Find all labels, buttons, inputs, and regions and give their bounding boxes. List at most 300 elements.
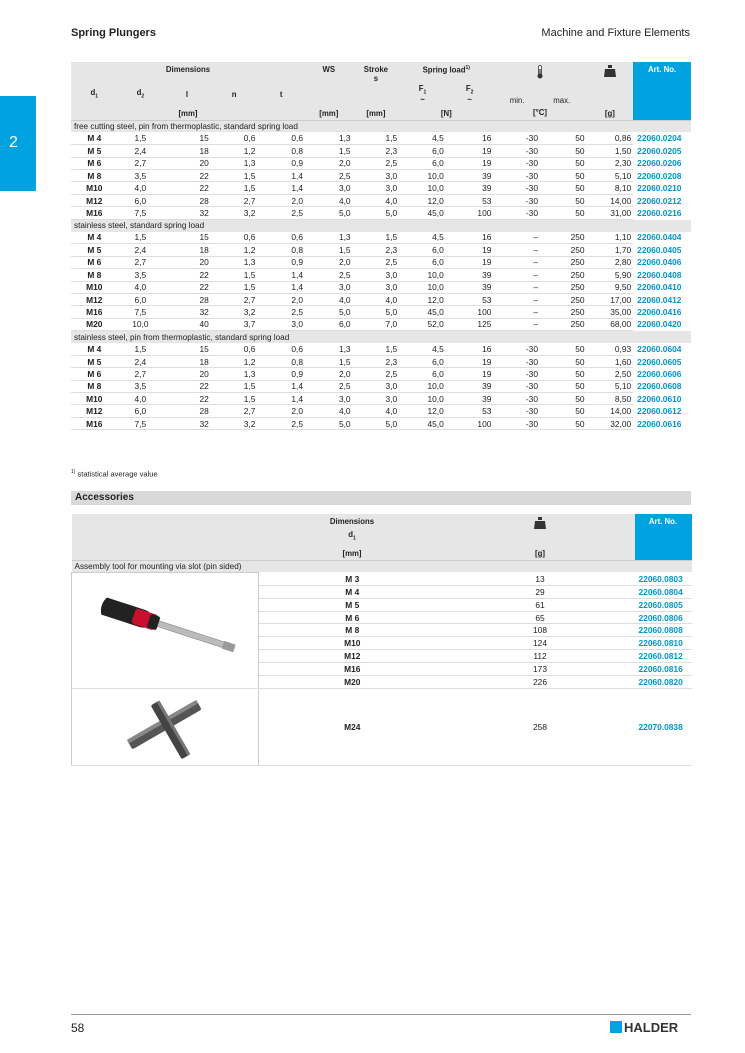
table-cell: -30 xyxy=(493,368,540,380)
table-cell: 39 xyxy=(446,281,494,293)
table-cell: 50 xyxy=(540,207,587,219)
footnote: $^{1)}$ statistical average value xyxy=(71,469,158,479)
table-row xyxy=(71,207,691,219)
table-cell: 1,10 xyxy=(587,232,634,244)
acc-size: M20 xyxy=(259,676,446,689)
table-cell: 1,3 xyxy=(211,368,258,380)
table-cell: 3,0 xyxy=(305,281,353,293)
acc-article-number-link[interactable]: 22060.0816 xyxy=(635,663,692,676)
article-number-link[interactable]: 22060.0410 xyxy=(633,281,691,293)
table-cell: 250 xyxy=(540,306,587,318)
table-row xyxy=(71,232,691,244)
acc-header-dimensions: Dimensions xyxy=(259,514,446,528)
table-cell: 0,9 xyxy=(257,368,305,380)
table-cell: 1,5 xyxy=(211,393,258,405)
table-cell: 22 xyxy=(163,393,211,405)
table-cell: 1,5 xyxy=(118,343,164,355)
table-cell: 2,30 xyxy=(587,157,634,169)
table-cell: 2,7 xyxy=(211,293,258,305)
unit-mm-ws: [mm] xyxy=(305,105,353,120)
table-cell: 0,6 xyxy=(257,343,305,355)
article-number-link[interactable]: 22060.0210 xyxy=(633,182,691,194)
table-cell: 4,0 xyxy=(305,405,353,417)
article-number-link[interactable]: 22060.0610 xyxy=(633,393,691,405)
acc-article-number-link[interactable]: 22060.0804 xyxy=(635,585,692,598)
table-cell: 2,0 xyxy=(305,368,353,380)
acc-article-number-link[interactable]: 22060.0810 xyxy=(635,637,692,650)
table-row xyxy=(71,256,691,268)
table-cell: 3,0 xyxy=(257,318,305,330)
table-cell: -30 xyxy=(493,157,540,169)
table-cell: 3,5 xyxy=(118,269,164,281)
table-cell: 53 xyxy=(446,293,494,305)
article-number-link[interactable]: 22060.0206 xyxy=(633,157,691,169)
table-cell: 19 xyxy=(446,355,494,367)
article-number-link[interactable]: 22060.0608 xyxy=(633,380,691,392)
table-cell: – xyxy=(493,306,540,318)
table-cell: 3,2 xyxy=(211,306,258,318)
table-cell: 45,0 xyxy=(399,417,446,429)
table-cell: 2,5 xyxy=(257,417,305,429)
acc-weight: 124 xyxy=(446,637,635,650)
table-cell: 2,0 xyxy=(305,256,353,268)
acc-size: M 6 xyxy=(259,611,446,624)
table-cell: 2,4 xyxy=(118,244,164,256)
acc-size: M 4 xyxy=(259,585,446,598)
table-row xyxy=(71,281,691,293)
table-cell: M12 xyxy=(71,194,118,206)
table-cell: 22 xyxy=(163,380,211,392)
table-cell: M10 xyxy=(71,182,118,194)
table-cell: 32 xyxy=(163,417,211,429)
table-row xyxy=(71,393,691,405)
table-cell: M 6 xyxy=(71,256,118,268)
acc-article-number-link[interactable]: 22060.0803 xyxy=(635,572,692,585)
table-cell: 39 xyxy=(446,380,494,392)
table-cell: 1,5 xyxy=(305,145,353,157)
table-cell: 1,2 xyxy=(211,244,258,256)
table-cell: M 5 xyxy=(71,355,118,367)
table-cell: 2,4 xyxy=(118,145,164,157)
table-row xyxy=(71,380,691,392)
table-cell: 250 xyxy=(540,256,587,268)
acc-article-number-link[interactable]: 22060.0812 xyxy=(635,650,692,663)
table-row xyxy=(71,405,691,417)
table-cell: 32 xyxy=(163,306,211,318)
table-row xyxy=(71,343,691,355)
table-cell: 39 xyxy=(446,393,494,405)
acc-article-number-link[interactable]: 22060.0805 xyxy=(635,598,692,611)
table-cell: 6,0 xyxy=(399,145,446,157)
acc-weight: 108 xyxy=(446,624,635,637)
table-cell: M10 xyxy=(71,393,118,405)
table-cell: 1,4 xyxy=(257,380,305,392)
table-cell: 40 xyxy=(163,318,211,330)
table-cell: -30 xyxy=(493,145,540,157)
table-cell: 10,0 xyxy=(399,281,446,293)
table-cell: -30 xyxy=(493,380,540,392)
table-cell: 19 xyxy=(446,368,494,380)
table-cell: 16 xyxy=(446,132,494,144)
table-cell: 5,0 xyxy=(305,417,353,429)
table-row xyxy=(71,368,691,380)
table-cell: – xyxy=(493,256,540,268)
header-f2: $F_2$ ~ xyxy=(446,83,494,105)
table-cell: 22 xyxy=(163,269,211,281)
table-cell: 1,5 xyxy=(211,182,258,194)
table-cell: 0,8 xyxy=(257,355,305,367)
acc-weight-icon xyxy=(446,514,635,544)
table-cell: 100 xyxy=(446,306,494,318)
acc-weight: 65 xyxy=(446,611,635,624)
table-cell: 6,0 xyxy=(399,355,446,367)
table-cell: 2,5 xyxy=(305,170,353,182)
table-cell: 50 xyxy=(540,405,587,417)
table-cell: 4,0 xyxy=(118,393,164,405)
table-cell: M 4 xyxy=(71,343,118,355)
table-cell: 5,10 xyxy=(587,170,634,182)
table-cell: 5,10 xyxy=(587,380,634,392)
table-cell: 5,0 xyxy=(353,417,400,429)
footer-rule xyxy=(71,1014,691,1015)
table-cell: 39 xyxy=(446,269,494,281)
table-cell: 1,5 xyxy=(211,281,258,293)
table-cell: 1,3 xyxy=(211,256,258,268)
table-cell: 14,00 xyxy=(587,405,634,417)
table-cell: 53 xyxy=(446,405,494,417)
table-cell: 2,80 xyxy=(587,256,634,268)
section-title: free cutting steel, pin from thermoplastic, standard spring load xyxy=(71,120,691,132)
table-cell: 2,5 xyxy=(305,269,353,281)
header-ws: WS xyxy=(305,62,353,83)
acc-header-d1: $d_1$ xyxy=(259,528,446,544)
table-cell: 3,0 xyxy=(353,281,400,293)
table-cell: 4,0 xyxy=(353,293,400,305)
table-cell: 2,7 xyxy=(118,256,164,268)
table-cell: 1,4 xyxy=(257,269,305,281)
page-number: 58 xyxy=(71,1021,85,1035)
table-cell: 4,5 xyxy=(399,132,446,144)
table-cell: 0,8 xyxy=(257,244,305,256)
table-cell: 2,7 xyxy=(118,157,164,169)
table-cell: 19 xyxy=(446,145,494,157)
table-row xyxy=(71,132,691,144)
table-cell: 2,0 xyxy=(305,157,353,169)
table-cell: 50 xyxy=(540,393,587,405)
unit-g: [g] xyxy=(587,105,634,120)
table-cell: 20 xyxy=(163,157,211,169)
table-cell: 50 xyxy=(540,380,587,392)
table-cell: 1,4 xyxy=(257,182,305,194)
table-cell: 35,00 xyxy=(587,306,634,318)
table-cell: 19 xyxy=(446,244,494,256)
table-cell: 1,4 xyxy=(257,281,305,293)
accessories-title: Accessories xyxy=(71,491,691,505)
table-cell: 100 xyxy=(446,417,494,429)
table-cell: -30 xyxy=(493,393,540,405)
article-number-link[interactable]: 22060.0616 xyxy=(633,417,691,429)
article-number-link[interactable]: 22060.0604 xyxy=(633,343,691,355)
table-cell: 10,0 xyxy=(399,170,446,182)
acc-unit-mm: [mm] xyxy=(259,544,446,560)
table-cell: 1,3 xyxy=(305,232,353,244)
table-cell: 17,00 xyxy=(587,293,634,305)
article-number-link[interactable]: 22060.0412 xyxy=(633,293,691,305)
table-cell: 250 xyxy=(540,318,587,330)
table-cell: 2,5 xyxy=(305,380,353,392)
table-cell: 50 xyxy=(540,182,587,194)
table-cell: 52,0 xyxy=(399,318,446,330)
acc-weight: 258 xyxy=(446,688,635,765)
table-cell: 2,50 xyxy=(587,368,634,380)
table-cell: 2,3 xyxy=(353,355,400,367)
table-cell: M 8 xyxy=(71,269,118,281)
article-number-link[interactable]: 22060.0212 xyxy=(633,194,691,206)
header-n: n xyxy=(211,83,258,105)
table-cell: 5,0 xyxy=(305,306,353,318)
table-cell: 22 xyxy=(163,281,211,293)
article-number-link[interactable]: 22060.0408 xyxy=(633,269,691,281)
header-l: l xyxy=(163,83,211,105)
acc-article-number-link[interactable]: 22060.0808 xyxy=(635,624,692,637)
table-cell: M 4 xyxy=(71,232,118,244)
table-cell: 3,0 xyxy=(305,182,353,194)
table-cell: M20 xyxy=(71,318,118,330)
table-row xyxy=(71,145,691,157)
table-cell: 1,4 xyxy=(257,170,305,182)
header-dimensions: Dimensions xyxy=(71,62,305,83)
table-cell: 2,5 xyxy=(353,256,400,268)
table-cell: 6,0 xyxy=(118,194,164,206)
table-row xyxy=(71,417,691,429)
acc-weight: 226 xyxy=(446,676,635,689)
acc-section-title: Assembly tool for mounting via slot (pin sided) xyxy=(72,560,692,572)
article-number-link[interactable]: 22060.0420 xyxy=(633,318,691,330)
table-cell: -30 xyxy=(493,194,540,206)
table-cell: 3,0 xyxy=(305,393,353,405)
article-number-link[interactable]: 22060.0416 xyxy=(633,306,691,318)
table-cell: 1,5 xyxy=(305,355,353,367)
table-cell: 0,8 xyxy=(257,145,305,157)
table-cell: 2,0 xyxy=(257,405,305,417)
table-cell: 3,0 xyxy=(353,269,400,281)
section-title: stainless steel, standard spring load xyxy=(71,219,691,231)
table-cell: 3,0 xyxy=(353,182,400,194)
table-row xyxy=(71,244,691,256)
table-cell: 1,2 xyxy=(211,145,258,157)
table-cell: 250 xyxy=(540,244,587,256)
table-cell: 4,5 xyxy=(399,232,446,244)
chapter-tab[interactable]: 2 xyxy=(0,96,36,191)
header-d2: $d_2$ xyxy=(118,83,164,105)
table-cell: M 6 xyxy=(71,368,118,380)
page-header-category: Machine and Fixture Elements xyxy=(541,27,690,39)
acc-article-number-link[interactable]: 22060.0806 xyxy=(635,611,692,624)
table-cell: -30 xyxy=(493,343,540,355)
table-cell: 50 xyxy=(540,132,587,144)
table-cell: 50 xyxy=(540,368,587,380)
table-cell: – xyxy=(493,281,540,293)
table-cell: M10 xyxy=(71,281,118,293)
table-cell: 31,00 xyxy=(587,207,634,219)
table-cell: 0,6 xyxy=(211,132,258,144)
acc-size: M10 xyxy=(259,637,446,650)
article-number-link[interactable]: 22060.0606 xyxy=(633,368,691,380)
table-cell: 3,5 xyxy=(118,380,164,392)
table-cell: – xyxy=(493,232,540,244)
header-stroke: Stroke s xyxy=(353,62,400,83)
table-cell: 6,0 xyxy=(399,157,446,169)
table-cell: 1,5 xyxy=(118,232,164,244)
unit-mm-dimensions: [mm] xyxy=(71,105,305,120)
table-cell: M12 xyxy=(71,405,118,417)
acc-size: M24 xyxy=(259,688,446,765)
table-cell: M12 xyxy=(71,293,118,305)
table-cell: 32,00 xyxy=(587,417,634,429)
article-number-link[interactable]: 22060.0405 xyxy=(633,244,691,256)
table-cell: 50 xyxy=(540,194,587,206)
acc-size: M 5 xyxy=(259,598,446,611)
table-cell: 16 xyxy=(446,343,494,355)
table-cell: 1,5 xyxy=(211,269,258,281)
article-number-link[interactable]: 22060.0208 xyxy=(633,170,691,182)
table-cell: 3,0 xyxy=(353,393,400,405)
table-cell: 100 xyxy=(446,207,494,219)
table-cell: 16 xyxy=(446,232,494,244)
table-cell: 50 xyxy=(540,355,587,367)
acc-weight: 29 xyxy=(446,585,635,598)
table-cell: 6,0 xyxy=(399,244,446,256)
table-cell: 6,0 xyxy=(399,368,446,380)
table-cell: 250 xyxy=(540,269,587,281)
table-cell: 7,5 xyxy=(118,207,164,219)
table-row xyxy=(71,194,691,206)
header-t: t xyxy=(257,83,305,105)
article-number-link[interactable]: 22060.0204 xyxy=(633,132,691,144)
table-cell: 3,2 xyxy=(211,207,258,219)
table-cell: 250 xyxy=(540,293,587,305)
table-cell: 5,0 xyxy=(353,306,400,318)
table-cell: -30 xyxy=(493,132,540,144)
table-row xyxy=(71,355,691,367)
acc-size: M16 xyxy=(259,663,446,676)
table-cell: 12,0 xyxy=(399,194,446,206)
table-cell: 2,0 xyxy=(257,293,305,305)
table-cell: 4,0 xyxy=(353,194,400,206)
table-cell: 39 xyxy=(446,170,494,182)
table-cell: – xyxy=(493,244,540,256)
table-cell: 250 xyxy=(540,232,587,244)
table-cell: 14,00 xyxy=(587,194,634,206)
table-cell: – xyxy=(493,269,540,281)
article-number-link[interactable]: 22060.0406 xyxy=(633,256,691,268)
table-cell: 1,70 xyxy=(587,244,634,256)
page-header-title: Spring Plungers xyxy=(71,27,156,39)
header-spring-load: Spring load$^{1)}$ xyxy=(399,62,493,83)
table-cell: 3,5 xyxy=(118,170,164,182)
header-art-no: Art. No. xyxy=(633,62,691,105)
acc-size: M 3 xyxy=(259,572,446,585)
article-number-link[interactable]: 22060.0612 xyxy=(633,405,691,417)
table-cell: 1,3 xyxy=(305,132,353,144)
table-cell: 6,0 xyxy=(118,293,164,305)
table-cell: 1,5 xyxy=(211,380,258,392)
table-cell: 4,0 xyxy=(305,194,353,206)
table-cell: 2,3 xyxy=(353,244,400,256)
table-cell: 0,6 xyxy=(211,343,258,355)
table-cell: 10,0 xyxy=(399,182,446,194)
table-cell: 7,5 xyxy=(118,306,164,318)
table-cell: 45,0 xyxy=(399,207,446,219)
article-number-link[interactable]: 22060.0205 xyxy=(633,145,691,157)
table-cell: 1,4 xyxy=(257,393,305,405)
table-cell: 4,0 xyxy=(353,405,400,417)
table-cell: 2,5 xyxy=(353,157,400,169)
article-number-link[interactable]: 22060.0605 xyxy=(633,355,691,367)
table-cell: 50 xyxy=(540,343,587,355)
table-cell: 125 xyxy=(446,318,494,330)
table-cell: 2,7 xyxy=(211,194,258,206)
table-cell: 0,9 xyxy=(257,157,305,169)
section-title: stainless steel, pin from thermoplastic, standard spring load xyxy=(71,331,691,343)
header-d1: $d_1$ xyxy=(71,83,118,105)
table-row xyxy=(71,318,691,330)
table-row xyxy=(71,170,691,182)
table-cell: 53 xyxy=(446,194,494,206)
table-cell: 1,2 xyxy=(211,355,258,367)
table-cell: 4,0 xyxy=(305,293,353,305)
table-cell: 0,93 xyxy=(587,343,634,355)
table-cell: 1,3 xyxy=(211,157,258,169)
table-cell: 28 xyxy=(163,293,211,305)
table-cell: 15 xyxy=(163,343,211,355)
table-cell: -30 xyxy=(493,207,540,219)
table-cell: 9,50 xyxy=(587,281,634,293)
accessories-table xyxy=(71,514,692,766)
table-cell: 1,5 xyxy=(353,132,400,144)
table-cell: 2,3 xyxy=(353,145,400,157)
table-cell: 22 xyxy=(163,182,211,194)
table-cell: 1,5 xyxy=(118,132,164,144)
table-cell: M 4 xyxy=(71,132,118,144)
table-cell: -30 xyxy=(493,182,540,194)
table-cell: 5,90 xyxy=(587,269,634,281)
article-number-link[interactable]: 22060.0404 xyxy=(633,232,691,244)
table-cell: 39 xyxy=(446,182,494,194)
acc-article-number-link[interactable]: 22070.0838 xyxy=(635,688,692,765)
table-cell: M16 xyxy=(71,306,118,318)
table-row xyxy=(71,293,691,305)
table-cell: 12,0 xyxy=(399,405,446,417)
acc-article-number-link[interactable]: 22060.0820 xyxy=(635,676,692,689)
table-cell: 10,0 xyxy=(399,393,446,405)
table-row xyxy=(71,306,691,318)
table-cell: -30 xyxy=(493,355,540,367)
acc-header-art-no: Art. No. xyxy=(635,514,692,560)
table-cell: 8,50 xyxy=(587,393,634,405)
table-cell: 50 xyxy=(540,157,587,169)
table-cell: -30 xyxy=(493,170,540,182)
article-number-link[interactable]: 22060.0216 xyxy=(633,207,691,219)
table-cell: 0,6 xyxy=(211,232,258,244)
table-cell: 28 xyxy=(163,194,211,206)
table-cell: 2,5 xyxy=(257,207,305,219)
table-cell: 0,6 xyxy=(257,232,305,244)
table-cell: 2,5 xyxy=(257,306,305,318)
table-cell: -30 xyxy=(493,405,540,417)
table-cell: 4,0 xyxy=(118,182,164,194)
acc-weight: 61 xyxy=(446,598,635,611)
